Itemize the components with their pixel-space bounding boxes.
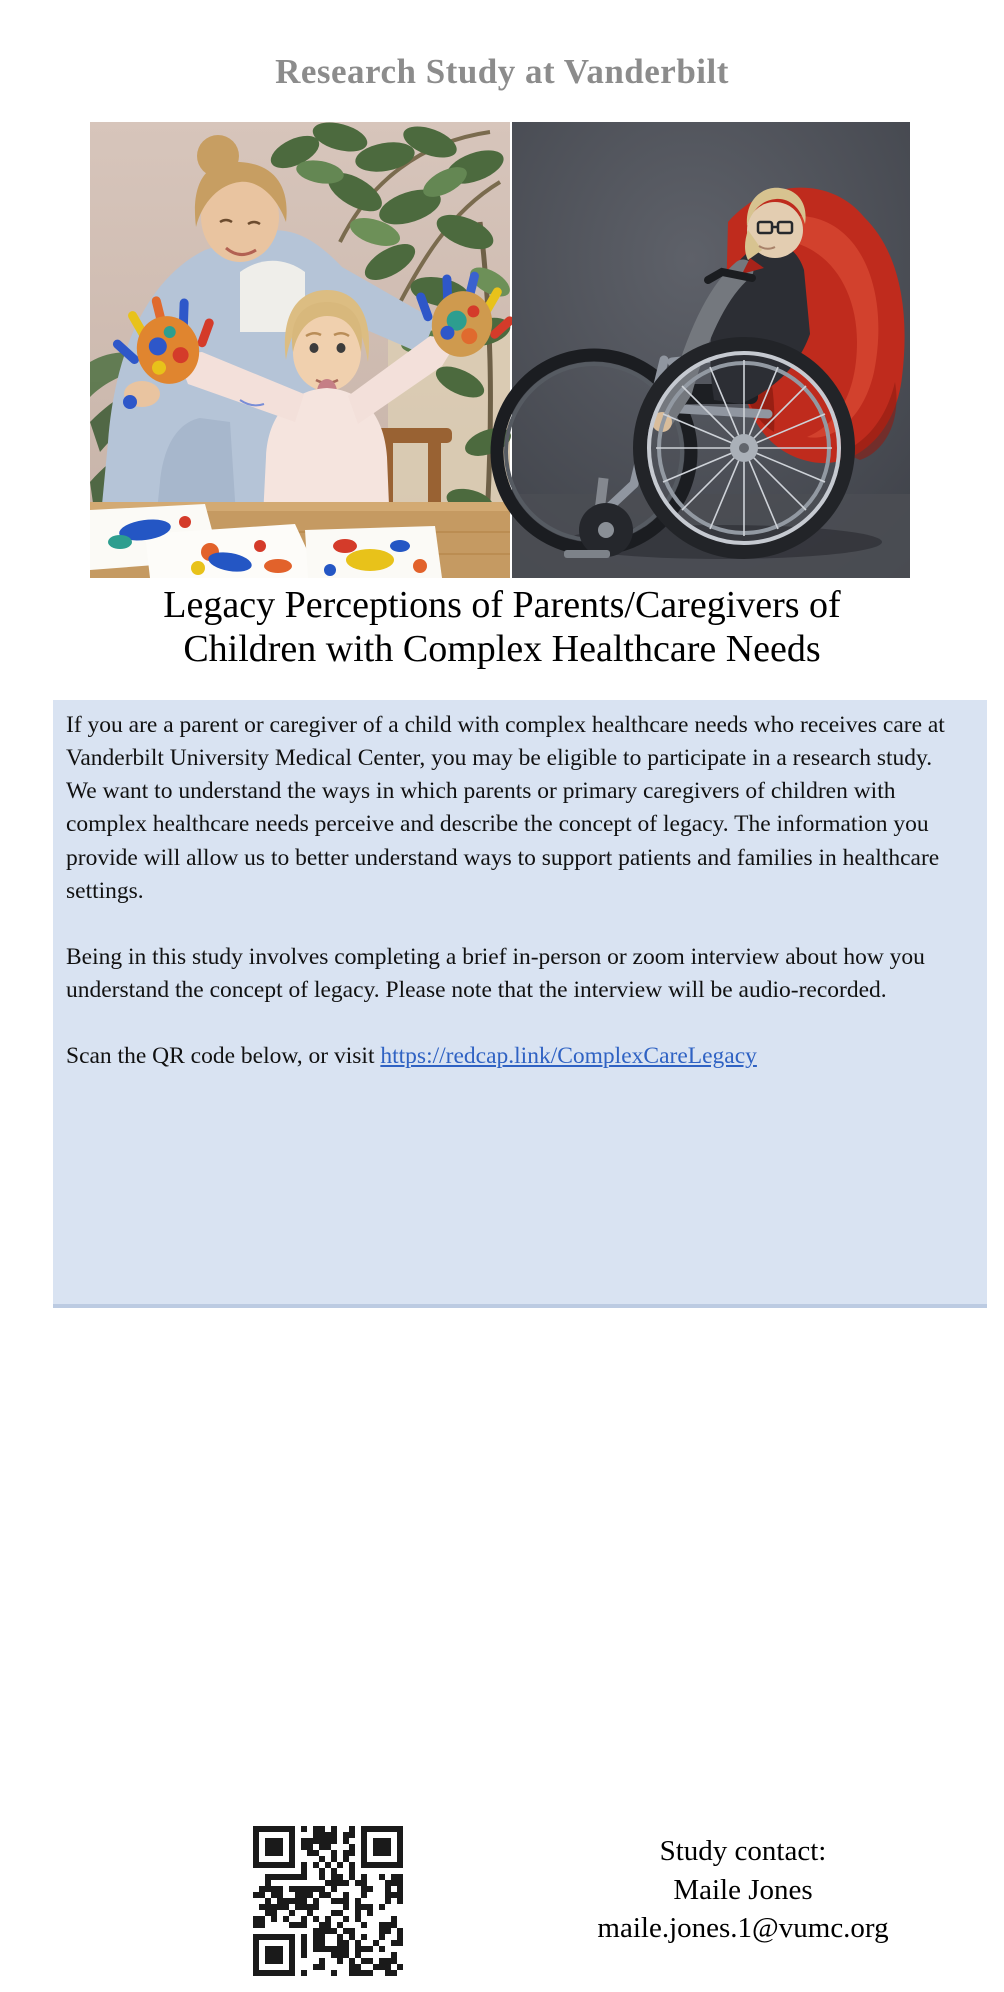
photo-row [90,122,910,578]
contact-label: Study contact: [659,1835,827,1867]
contact-block [503,1832,983,1948]
wheelchair-cape-photo [512,122,910,578]
eligibility-paragraph: If you are a parent or caregiver of a child with complex healthcare needs who receives care at Vanderbilt University Medical Center, you may be eligible to participate in a research study. We want to understand the ways in which parents or primary caregivers of children with complex healthcare needs perceive and describe the concept of legacy. The information you provide will allow us to better understand ways to support patients and families in healthcare settings. [66,712,945,904]
study-title-line1: Legacy Perceptions of Parents/Caregivers of [163,584,841,626]
contact-email: maile.jones.1@vumc.org [597,1912,889,1945]
info-box [53,700,987,1945]
qr-code [236,1810,420,1992]
bottom-strip [53,1304,987,1308]
redcap-link[interactable]: https://redcap.link/ComplexCareLegacy [380,1043,757,1069]
page-title: Research Study at Vanderbilt [275,52,729,91]
study-title [0,583,1004,672]
contact-name: Maile Jones [673,1873,813,1906]
participation-paragraph: Being in this study involves completing a brief in-person or zoom interview about how you understand the concept of legacy. Please note that the interview will be audio-recorded. [66,943,925,1003]
caregiver-child-photo [90,122,510,578]
scan-instruction [66,1040,962,1073]
study-title-line2: Children with Complex Healthcare Needs [183,628,821,671]
scan-instruction-text: Scan the QR code below, or visit [66,1043,381,1069]
